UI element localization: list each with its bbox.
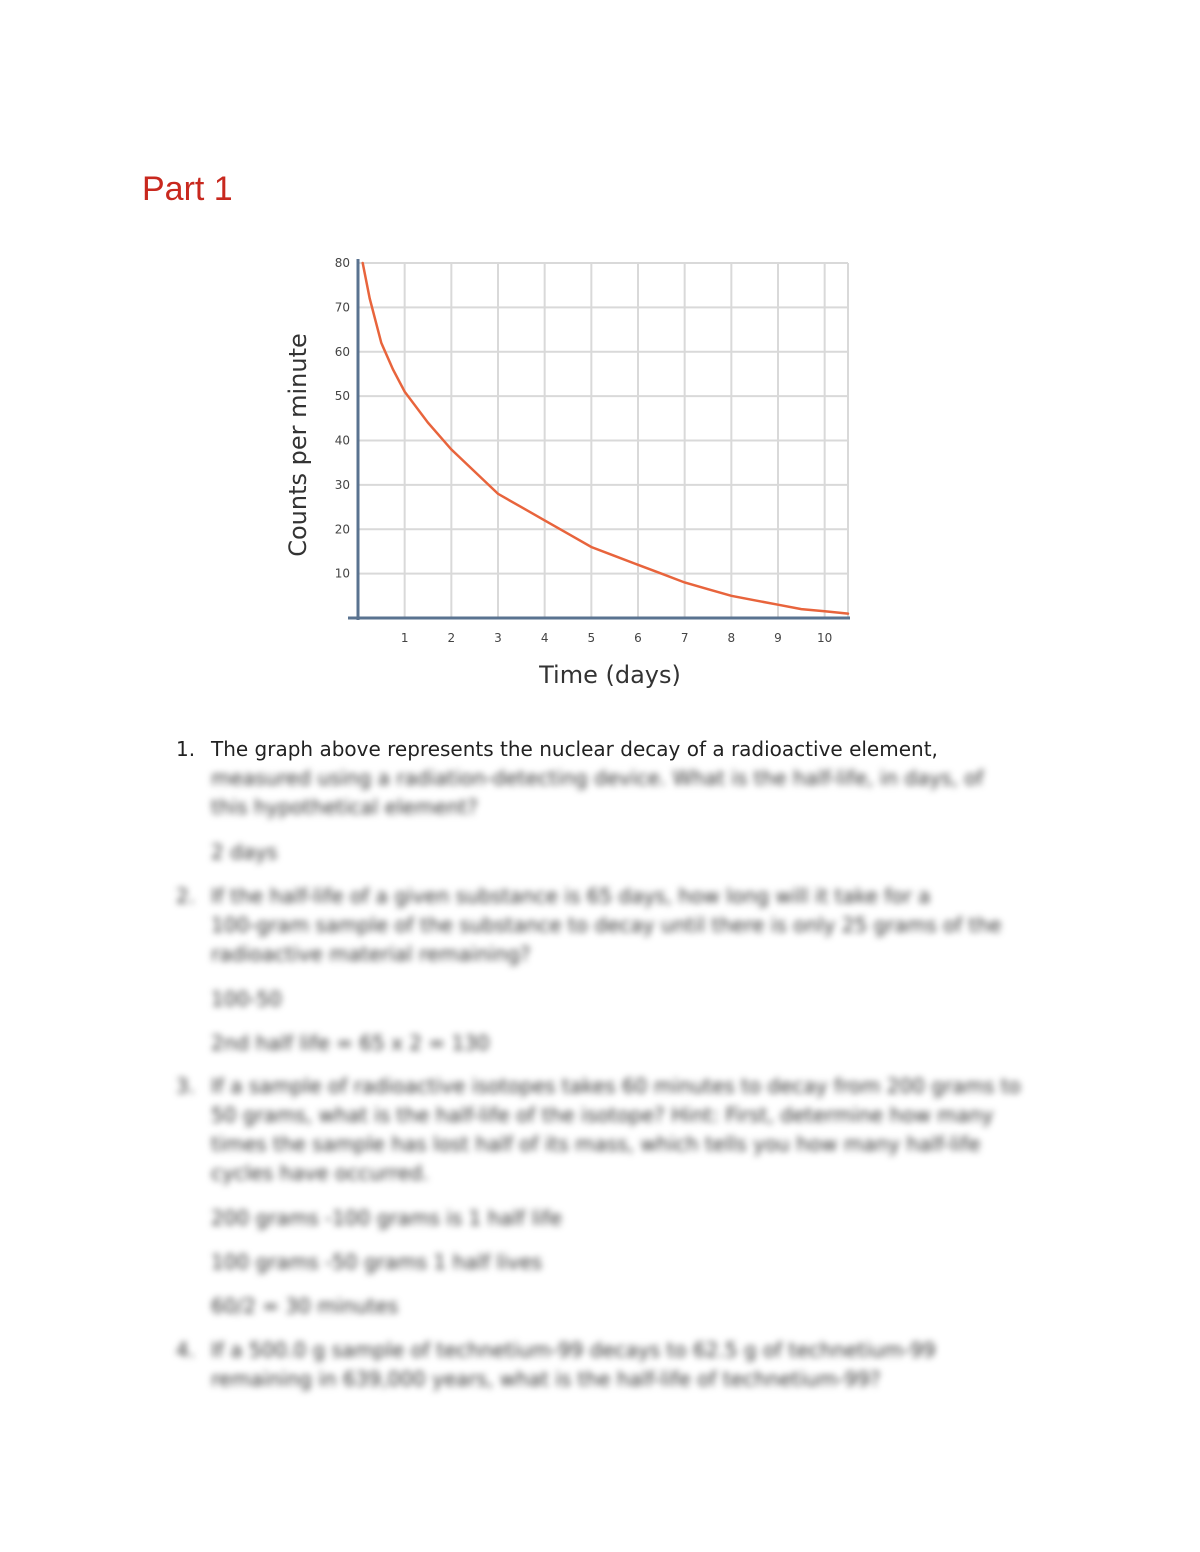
x-tick-label: 9	[774, 631, 782, 645]
question-text-line: cycles have occurred.	[211, 1161, 429, 1185]
x-tick-label: 2	[447, 631, 456, 645]
decay-chart-svg	[270, 245, 890, 705]
x-tick-label: 7	[680, 631, 689, 645]
decay-curve	[363, 263, 848, 614]
y-tick-label: 80	[334, 256, 350, 270]
y-tick-label: 70	[334, 300, 350, 315]
answer-line: 2nd half life = 65 x 2 = 130	[211, 1031, 490, 1055]
question-text-line: measured using a radiation-detecting device. What is the half-life, in days, of	[211, 766, 984, 790]
question-text-line: If a sample of radioactive isotopes takes 60 minutes to decay from 200 grams to	[211, 1074, 1021, 1098]
answer-line: 200 grams -100 grams is 1 half life	[211, 1206, 562, 1230]
answer-line: 100-50	[211, 987, 282, 1011]
decay-chart	[270, 245, 890, 705]
x-tick-label: 10	[817, 631, 833, 645]
chart-grid	[358, 263, 848, 618]
question-number: 2.	[176, 884, 196, 908]
question-text-line: this hypothetical element?	[211, 795, 478, 819]
y-tick-label: 30	[334, 477, 350, 492]
chart-ticks	[335, 256, 833, 645]
section-title: Part 1	[142, 170, 233, 208]
y-tick-label: 20	[334, 522, 350, 537]
x-tick-label: 3	[494, 631, 502, 645]
question-number: 1.	[176, 737, 196, 761]
x-tick-label: 4	[540, 631, 549, 645]
x-tick-label: 8	[727, 631, 736, 645]
question-text-line: times the sample has lost half of its mass, which tells you how many half-life	[211, 1132, 981, 1156]
question-text-line: The graph above represents the nuclear decay of a radioactive element,	[211, 737, 938, 761]
x-tick-label: 1	[400, 631, 409, 645]
x-tick-label: 5	[587, 631, 596, 645]
y-tick-label: 10	[334, 566, 350, 581]
question-text-line: radioactive material remaining?	[211, 942, 531, 966]
question-number: 4.	[176, 1338, 196, 1362]
question-text-line: If a 500.0 g sample of technetium-99 decays to 62.5 g of technetium-99	[211, 1338, 936, 1362]
y-tick-label: 50	[334, 389, 350, 404]
question-text-line: remaining in 639,000 years, what is the half-life of technetium-99?	[211, 1367, 881, 1391]
y-tick-label: 60	[334, 344, 350, 359]
answer-line: 100 grams -50 grams 1 half lives	[211, 1250, 543, 1274]
question-number: 3.	[176, 1074, 196, 1098]
answer-line: 2 days	[211, 840, 278, 864]
question-text-line: 50 grams, what is the half-life of the isotope? Hint: First, determine how many	[211, 1103, 994, 1127]
question-text-line: If the half-life of a given substance is 65 days, how long will it take for a	[211, 884, 931, 908]
y-tick-label: 40	[334, 433, 350, 448]
chart-series	[363, 263, 848, 614]
x-tick-label: 6	[634, 631, 642, 645]
x-axis-title: Time (days)	[539, 661, 681, 689]
answer-line: 60/2 = 30 minutes	[211, 1294, 399, 1318]
question-text-line: 100-gram sample of the substance to decay until there is only 25 grams of the	[211, 913, 1002, 937]
y-axis-title: Counts per minute	[284, 333, 312, 557]
